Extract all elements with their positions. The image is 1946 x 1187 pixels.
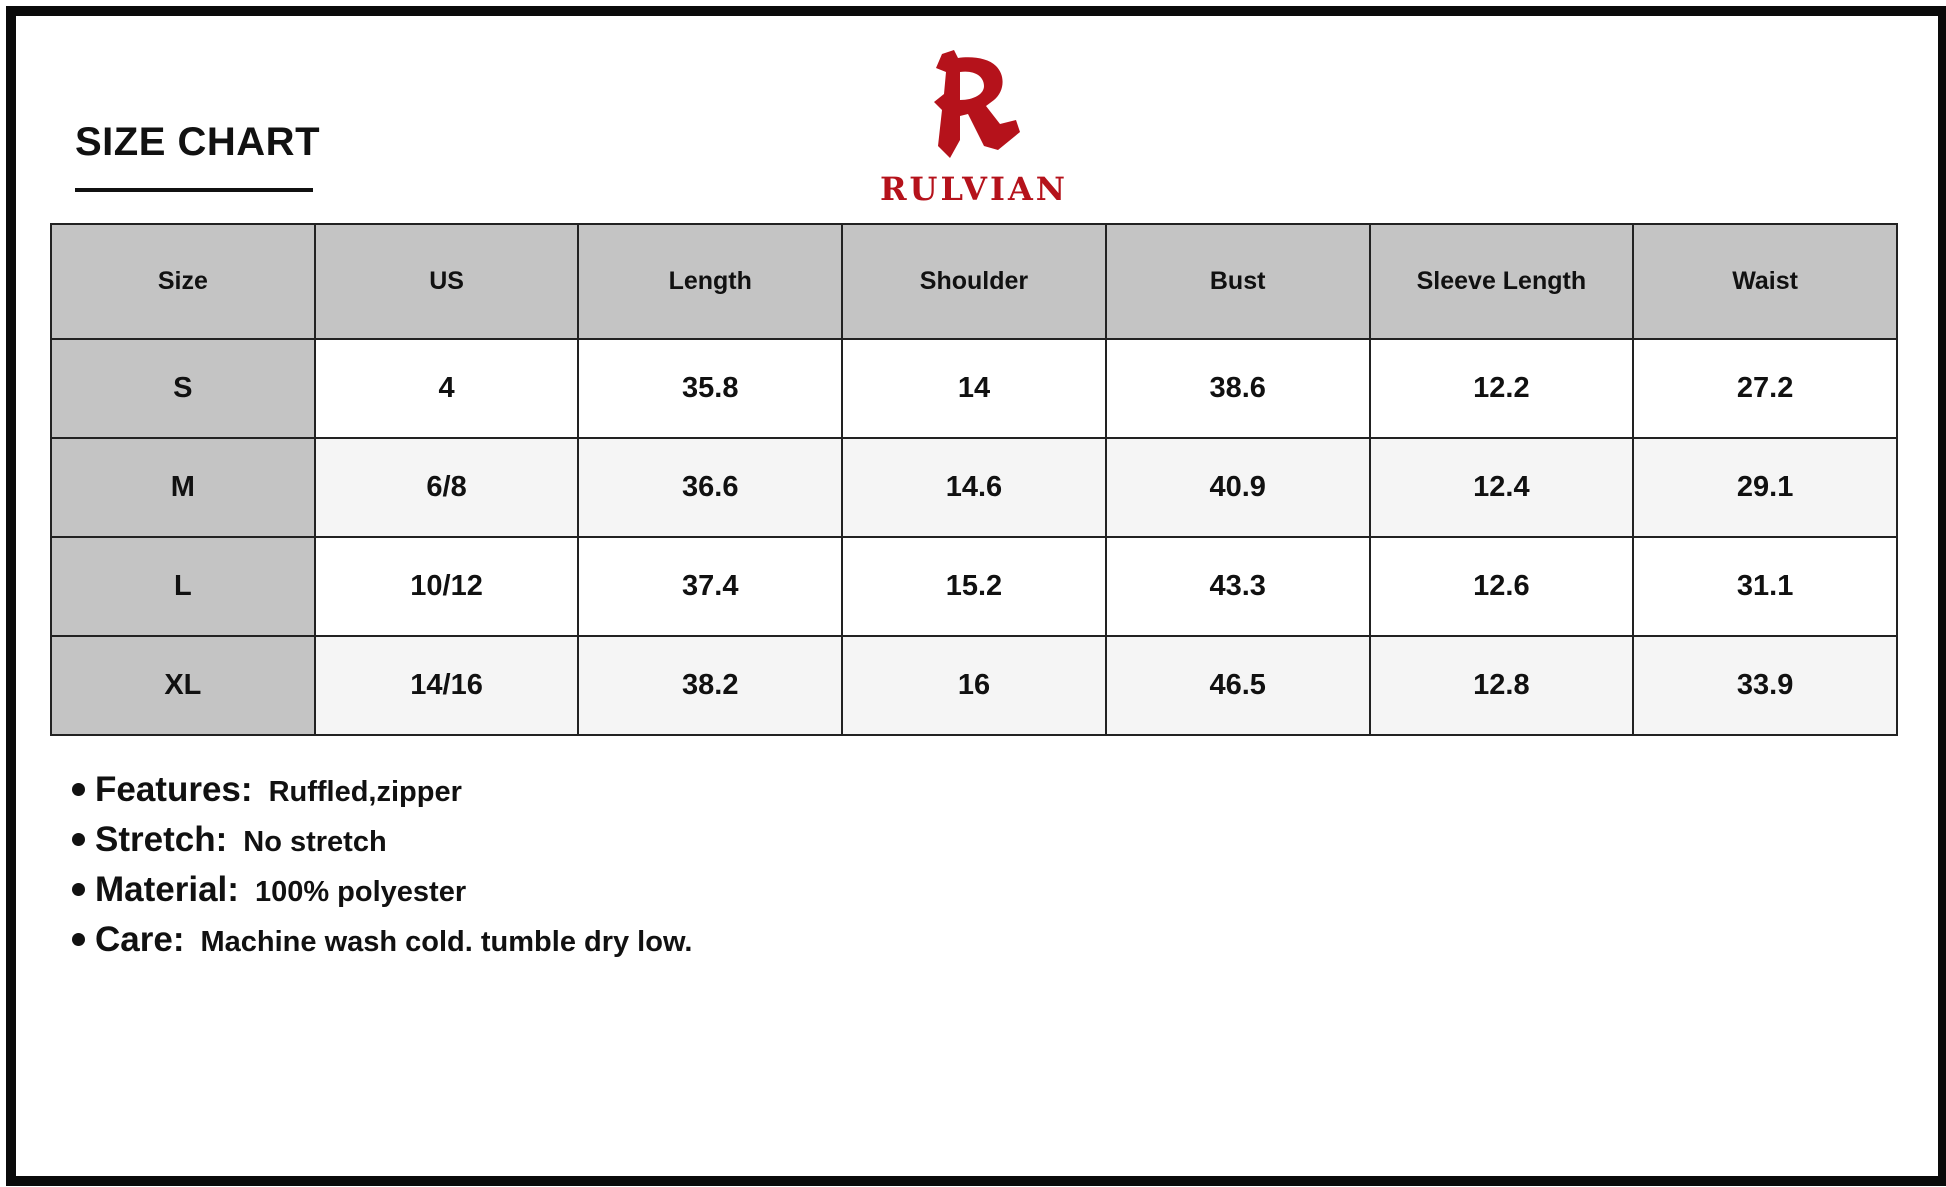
table-cell: 12.6 [1370, 537, 1634, 636]
brand-r-mark-icon [924, 50, 1024, 166]
column-header: Waist [1633, 224, 1897, 339]
table-cell: 33.9 [1633, 636, 1897, 735]
detail-label: Stretch: [95, 820, 228, 859]
table-cell: 38.6 [1106, 339, 1370, 438]
product-details-list [72, 770, 693, 970]
size-table [50, 223, 1898, 736]
brand-logo [874, 50, 1074, 210]
table-cell: 15.2 [842, 537, 1106, 636]
brand-name: RULVIAN [879, 170, 1069, 208]
table-cell: 14 [842, 339, 1106, 438]
detail-label: Care: [95, 920, 185, 959]
detail-label: Material: [95, 870, 239, 909]
detail-value: Machine wash cold. tumble dry low. [200, 926, 693, 958]
detail-item-features [72, 770, 693, 820]
table-cell: 46.5 [1106, 636, 1370, 735]
column-header: Size [51, 224, 315, 339]
column-header: US [315, 224, 579, 339]
table-cell: 31.1 [1633, 537, 1897, 636]
detail-value: No stretch [243, 826, 387, 858]
bullet-icon [72, 833, 85, 846]
table-cell: 36.6 [578, 438, 842, 537]
column-header: Shoulder [842, 224, 1106, 339]
table-cell: 6/8 [315, 438, 579, 537]
table-cell: 12.8 [1370, 636, 1634, 735]
detail-label: Features: [95, 770, 253, 809]
detail-value: 100% polyester [254, 876, 467, 908]
table-cell: 35.8 [578, 339, 842, 438]
table-cell: 29.1 [1633, 438, 1897, 537]
table-cell: 14/16 [315, 636, 579, 735]
table-cell-size: L [51, 537, 315, 636]
table-cell: 4 [315, 339, 579, 438]
column-header: Sleeve Length [1370, 224, 1634, 339]
table-cell-size: XL [51, 636, 315, 735]
table-cell: 10/12 [315, 537, 579, 636]
table-row [51, 537, 1897, 636]
table-row [51, 339, 1897, 438]
table-cell: 40.9 [1106, 438, 1370, 537]
column-header: Length [578, 224, 842, 339]
column-header: Bust [1106, 224, 1370, 339]
table-cell: 12.4 [1370, 438, 1634, 537]
table-cell: 14.6 [842, 438, 1106, 537]
table-cell: 37.4 [578, 537, 842, 636]
page-title: SIZE CHART [75, 120, 320, 164]
table-row [51, 438, 1897, 537]
table-cell: 27.2 [1633, 339, 1897, 438]
table-cell: 43.3 [1106, 537, 1370, 636]
table-cell-size: S [51, 339, 315, 438]
detail-item-stretch [72, 820, 693, 870]
bullet-icon [72, 883, 85, 896]
detail-item-care [72, 920, 693, 970]
title-underline [75, 188, 313, 192]
detail-value: Ruffled,zipper [268, 776, 462, 808]
detail-item-material [72, 870, 693, 920]
table-cell-size: M [51, 438, 315, 537]
table-cell: 12.2 [1370, 339, 1634, 438]
table-row [51, 636, 1897, 735]
bullet-icon [72, 783, 85, 796]
bullet-icon [72, 933, 85, 946]
table-header-row [51, 224, 1897, 339]
table-cell: 38.2 [578, 636, 842, 735]
table-cell: 16 [842, 636, 1106, 735]
